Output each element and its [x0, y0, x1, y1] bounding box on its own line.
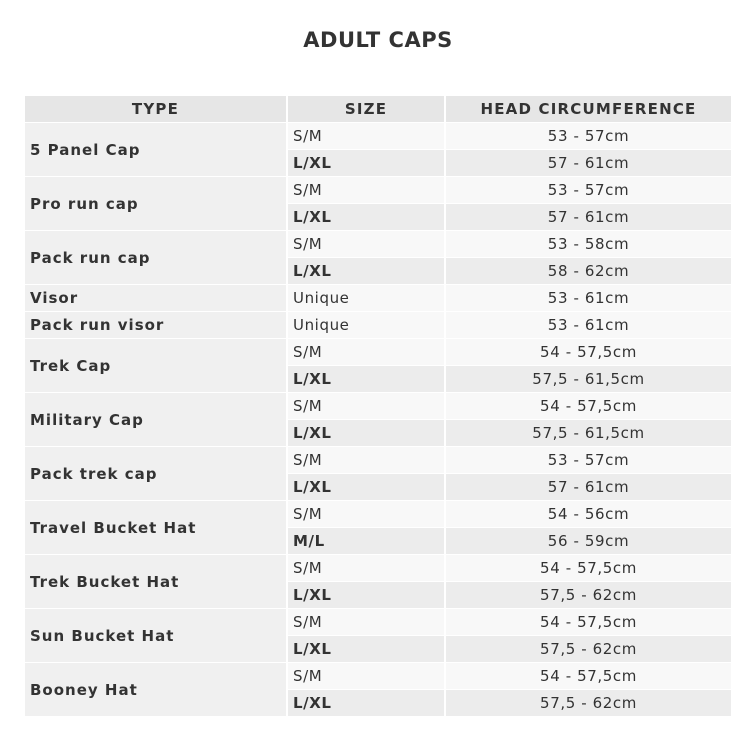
page-title: ADULT CAPS [303, 28, 453, 52]
head-circumference-value: 54 - 57,5cm [446, 609, 731, 636]
size-value: S/M [288, 339, 446, 366]
size-table [25, 96, 731, 717]
size-value: L/XL [288, 258, 446, 285]
size-value: L/XL [288, 150, 446, 177]
cap-type: 5 Panel Cap [25, 123, 288, 177]
size-value: L/XL [288, 420, 446, 447]
header-size: SIZE [288, 96, 446, 123]
header-type: TYPE [25, 96, 288, 123]
head-circumference-value: 54 - 56cm [446, 501, 731, 528]
cap-type: Pack run visor [25, 312, 288, 339]
table-row [25, 501, 731, 528]
table-row [25, 285, 731, 312]
cap-type: Sun Bucket Hat [25, 609, 288, 663]
head-circumference-value: 57,5 - 62cm [446, 690, 731, 717]
head-circumference-value: 57 - 61cm [446, 474, 731, 501]
head-circumference-value: 53 - 61cm [446, 285, 731, 312]
cap-type: Military Cap [25, 393, 288, 447]
size-value: Unique [288, 312, 446, 339]
size-value: S/M [288, 393, 446, 420]
head-circumference-value: 57,5 - 61,5cm [446, 366, 731, 393]
head-circumference-value: 54 - 57,5cm [446, 339, 731, 366]
table-row [25, 447, 731, 474]
table-row [25, 123, 731, 150]
size-value: L/XL [288, 366, 446, 393]
head-circumference-value: 54 - 57,5cm [446, 663, 731, 690]
header-head-circumference: HEAD CIRCUMFERENCE [446, 96, 731, 123]
size-value: L/XL [288, 474, 446, 501]
table-header-row [25, 96, 731, 123]
size-value: L/XL [288, 582, 446, 609]
head-circumference-value: 57 - 61cm [446, 204, 731, 231]
head-circumference-value: 53 - 57cm [446, 123, 731, 150]
size-value: L/XL [288, 204, 446, 231]
table-row [25, 339, 731, 366]
head-circumference-value: 53 - 57cm [446, 177, 731, 204]
cap-type: Trek Cap [25, 339, 288, 393]
table-row [25, 231, 731, 258]
head-circumference-value: 54 - 57,5cm [446, 393, 731, 420]
size-value: S/M [288, 501, 446, 528]
size-value: L/XL [288, 636, 446, 663]
head-circumference-value: 57,5 - 62cm [446, 582, 731, 609]
table-row [25, 609, 731, 636]
size-value: S/M [288, 177, 446, 204]
cap-type: Booney Hat [25, 663, 288, 717]
head-circumference-value: 53 - 58cm [446, 231, 731, 258]
head-circumference-value: 58 - 62cm [446, 258, 731, 285]
head-circumference-value: 57,5 - 62cm [446, 636, 731, 663]
cap-type: Pack trek cap [25, 447, 288, 501]
head-circumference-value: 56 - 59cm [446, 528, 731, 555]
head-circumference-value: 57,5 - 61,5cm [446, 420, 731, 447]
cap-type: Pro run cap [25, 177, 288, 231]
size-value: S/M [288, 123, 446, 150]
head-circumference-value: 53 - 61cm [446, 312, 731, 339]
cap-type: Travel Bucket Hat [25, 501, 288, 555]
size-value: S/M [288, 663, 446, 690]
table-row [25, 177, 731, 204]
size-value: S/M [288, 447, 446, 474]
table-row [25, 663, 731, 690]
size-value: S/M [288, 609, 446, 636]
size-value: M/L [288, 528, 446, 555]
table-row [25, 393, 731, 420]
size-value: L/XL [288, 690, 446, 717]
head-circumference-value: 53 - 57cm [446, 447, 731, 474]
cap-type: Pack run cap [25, 231, 288, 285]
table-body [25, 123, 731, 717]
head-circumference-value: 54 - 57,5cm [446, 555, 731, 582]
size-value: Unique [288, 285, 446, 312]
cap-type: Visor [25, 285, 288, 312]
cap-type: Trek Bucket Hat [25, 555, 288, 609]
head-circumference-value: 57 - 61cm [446, 150, 731, 177]
table-row [25, 312, 731, 339]
size-value: S/M [288, 231, 446, 258]
table-row [25, 555, 731, 582]
size-value: S/M [288, 555, 446, 582]
